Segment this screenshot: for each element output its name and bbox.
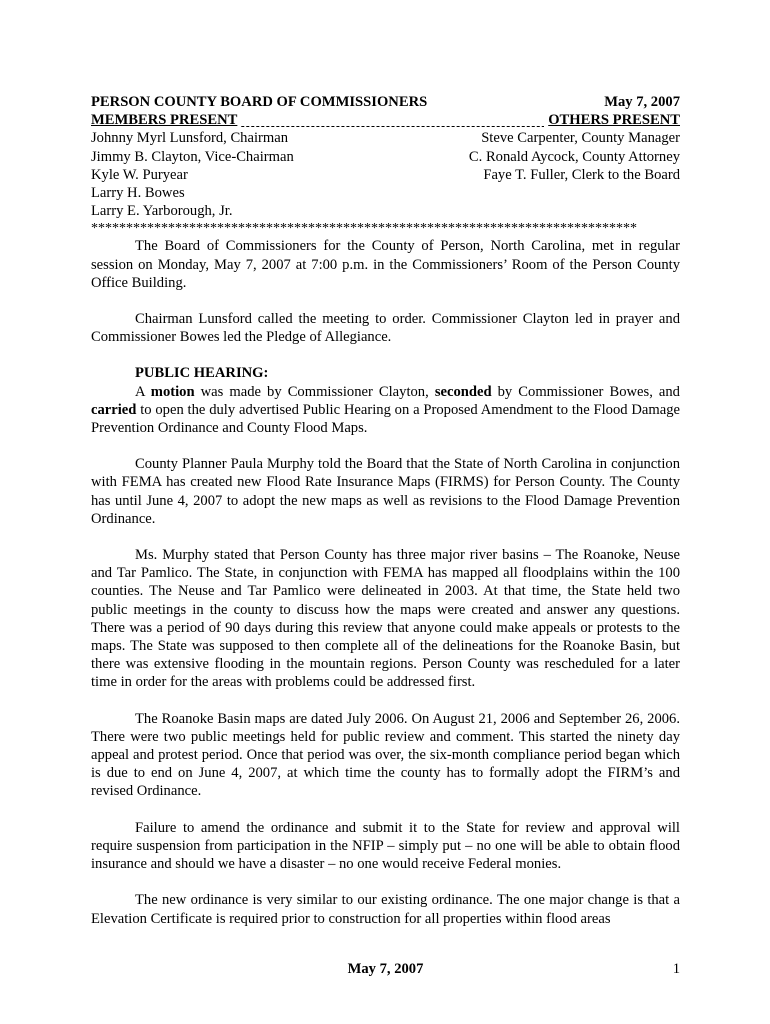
planner-paragraph: County Planner Paula Murphy told the Board that the State of North Carolina in conjunction with FEMA has created new Flood Rate Insurance Maps (FIRMS) for Person County. The County has until June 4, 2007 to adopt the new maps as well as revisions to the Flood Damage Prevention Ordinance. — [91, 456, 680, 527]
public-hearing-heading: PUBLIC HEARING: — [135, 365, 269, 382]
members-present-label: MEMBERS PRESENT — [91, 111, 241, 129]
roanoke-maps-paragraph: The Roanoke Basin maps are dated July 2006. On August 21, 2006 and September 26, 2006. There were two public meetings held for public review and comment. This started the ninety day appeal and protest period. Once that period was over, the six-month compliance period began which is due to end on June 4, 2007, at which time the county has to formally adopt the FIRM’s and revised Ordinance. — [91, 710, 680, 800]
members-list — [91, 129, 294, 220]
other-attendee: C. Ronald Aycock, County Attorney — [468, 148, 680, 165]
others-list — [469, 129, 680, 220]
others-present-label: OTHERS PRESENT — [544, 111, 680, 129]
river-basins-paragraph: Ms. Murphy stated that Person County has three major river basins – The Roanoke, Neuse and Tar Pamlico. The State, in conjunction with FEMA has mapped all floodplains within the 100 counties. The Neuse and Tar Pamlico were delineated in 2003. At that time, the State held two public meetings in the county to discuss how the maps were created and answer any questions. There was a period of 90 days during this review that anyone could make appeals or protests to the maps. The State was supposed to then complete all of the delineations for the Roanoke Basin, but there was extensive flooding in the mountain regions. Person County was rescheduled for a later time in order for the areas with problems could be addressed first. — [91, 547, 680, 691]
footer-date: May 7, 2007 — [347, 961, 424, 977]
member-name: Kyle W. Puryear — [91, 166, 188, 183]
page-number: 1 — [672, 961, 680, 977]
header-row — [91, 93, 680, 111]
nfip-paragraph: Failure to amend the ordinance and submit it to the State for review and approval will require suspension from participation in the NFIP – simply put – no one will be able to obtain flood insurance and should we have a disaster – no one would receive Federal monies. — [91, 819, 680, 873]
motion-keyword: motion — [150, 383, 195, 400]
new-ordinance-paragraph: The new ordinance is very similar to our existing ordinance. The one major change is that a Elevation Certificate is required prior to construction for all properties within flood areas — [91, 892, 680, 927]
other-attendee: Steve Carpenter, County Manager — [481, 130, 680, 147]
attendance-header-row — [91, 111, 680, 129]
seconded-keyword: seconded — [434, 383, 492, 400]
member-name: Larry E. Yarborough, Jr. — [91, 203, 233, 220]
member-name: Larry H. Bowes — [91, 185, 185, 201]
call-to-order-paragraph: Chairman Lunsford called the meeting to order. Commissioner Clayton led in prayer and Commissioner Bowes led the Pledge of Allegiance. — [91, 311, 680, 346]
other-attendee: Faye T. Fuller, Clerk to the Board — [483, 166, 680, 183]
member-name: Johnny Myrl Lunsford, Chairman — [91, 130, 288, 147]
asterisk-separator: ****************************************************************************** — [91, 221, 637, 237]
board-title: PERSON COUNTY BOARD OF COMMISSIONERS — [91, 94, 428, 110]
attendance-lists — [91, 129, 680, 220]
opening-paragraph: The Board of Commissioners for the County of Person, North Carolina, met in regular session on Monday, May 7, 2007 at 7:00 p.m. in the Commissioners’ Room of the Person County Office Building. — [91, 238, 680, 291]
member-name: Jimmy B. Clayton, Vice-Chairman — [91, 148, 294, 165]
minutes-content — [91, 93, 680, 928]
meeting-date: May 7, 2007 — [604, 94, 680, 110]
motion-paragraph: A motion was made by Commissioner Clayton, seconded by Commissioner Bowes, and carried to open the duly advertised Public Hearing on a Proposed Amendment to the Flood Damage Prevention Ordinance and County Flood Maps. — [91, 383, 680, 437]
page-footer — [91, 960, 680, 978]
carried-keyword: carried — [91, 401, 137, 418]
